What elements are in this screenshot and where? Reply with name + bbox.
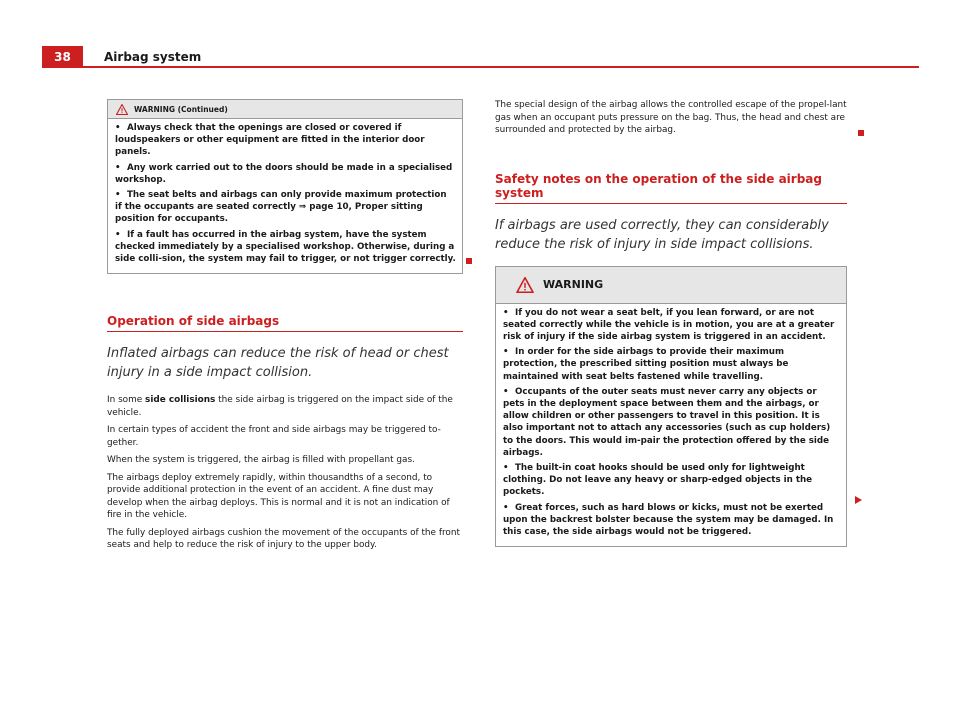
- header-divider: [83, 66, 919, 68]
- paragraph: In some side collisions the side airbag is triggered on the impact side of the vehicle.: [107, 395, 453, 418]
- continue-arrow-icon: [855, 496, 862, 504]
- warning-item: • In order for the side airbags to provide their maximum protection, the prescribed sitting position must always be maintained with seat belts fastened while travelling.: [503, 347, 789, 382]
- left-column: [107, 99, 463, 557]
- page-header-title: Airbag system: [104, 50, 202, 64]
- right-column: [495, 99, 847, 547]
- warning-item: • The seat belts and airbags can only provide maximum protection if the occupants are seated correctly ⇒ page 10, Proper sitting position for occupants.: [115, 190, 447, 225]
- section-title-operation: Operation of side airbags: [107, 314, 463, 332]
- bullet: •: [503, 307, 509, 318]
- bullet: •: [115, 229, 121, 240]
- paragraph: The fully deployed airbags cushion the movement of the occupants of the front seats and help to reduce the risk of injury to the upper body.: [107, 527, 460, 551]
- warning-continued-body: [108, 119, 462, 273]
- section-intro-safety-notes: If airbags are used correctly, they can considerably reduce the risk of injury in side impact collisions.: [495, 217, 829, 252]
- warning-triangle-icon: [116, 104, 128, 115]
- bullet: •: [115, 190, 121, 201]
- bullet: •: [503, 502, 509, 513]
- paragraph: The airbags deploy extremely rapidly, within thousandths of a second, to provide additional protection in the event of an accident. A fine dust may develop when the airbag deploys. This is normal and it is not an indication of fire in the vehicle.: [107, 472, 450, 521]
- section-title-safety-notes: Safety notes on the operation of the side airbag system: [495, 172, 847, 204]
- paragraph: In certain types of accident the front and side airbags may be triggered to-gether.: [107, 425, 441, 448]
- end-of-section-marker: [858, 130, 864, 136]
- warning-continued-box: [107, 99, 463, 274]
- bullet: •: [115, 123, 121, 133]
- warning-triangle-icon: [516, 277, 534, 293]
- bullet: •: [503, 386, 509, 397]
- paragraph: The special design of the airbag allows the controlled escape of the propel-lant gas when an occupant puts pressure on the bag. Thus, the head and chest are surrounded and protected by the airbag.: [495, 100, 847, 135]
- warning-item: • Great forces, such as hard blows or kicks, must not be exerted upon the backrest bolster because the system may be damaged. In this case, the side airbags would not be triggered.: [503, 502, 834, 537]
- end-of-section-marker: [466, 258, 472, 264]
- warning-continued-header: [108, 100, 462, 119]
- bold-term: side collisions: [145, 395, 216, 406]
- paragraph: When the system is triggered, the airbag is filled with propellant gas.: [107, 455, 415, 466]
- warning-box: [495, 266, 847, 548]
- warning-item: • The built-in coat hooks should be used only for lightweight clothing. Do not leave any heavy or sharp-edged objects in the pockets.: [503, 462, 813, 498]
- warning-heading: WARNING: [543, 278, 604, 291]
- warning-continued-heading: WARNING (Continued): [134, 104, 228, 114]
- bullet: •: [115, 162, 121, 173]
- section-intro-operation: Inflated airbags can reduce the risk of head or chest injury in a side impact collision.: [107, 346, 449, 381]
- warning-item: • If a fault has occurred in the airbag system, have the system checked immediately by a specialised workshop. Otherwise, during a side colli-sion, the system may fail to trigger, or not trigger correctly.: [115, 229, 456, 265]
- bullet: •: [503, 347, 509, 358]
- warning-header: [496, 267, 846, 304]
- page-number: 38: [42, 46, 83, 68]
- warning-item: • Any work carried out to the doors should be made in a specialised workshop.: [115, 162, 453, 185]
- bullet: •: [503, 462, 509, 473]
- warning-item: • Occupants of the outer seats must never carry any objects or pets in the deployment space between them and the airbags, or allow children or other passengers to travel in this position. It is also important not to attach any accessories (such as cup holders) to the doors. This would im-pair the protection offered by the side airbags.: [503, 386, 831, 458]
- warning-body: [496, 304, 846, 547]
- warning-item: • If you do not wear a seat belt, if you lean forward, or are not seated correctly while the vehicle is in motion, you are at a greater risk of injury if the side airbag system is triggered in an accident.: [503, 307, 835, 342]
- warning-item: • Always check that the openings are closed or covered if loudspeakers or other equipment are fitted in the interior door panels.: [115, 123, 425, 158]
